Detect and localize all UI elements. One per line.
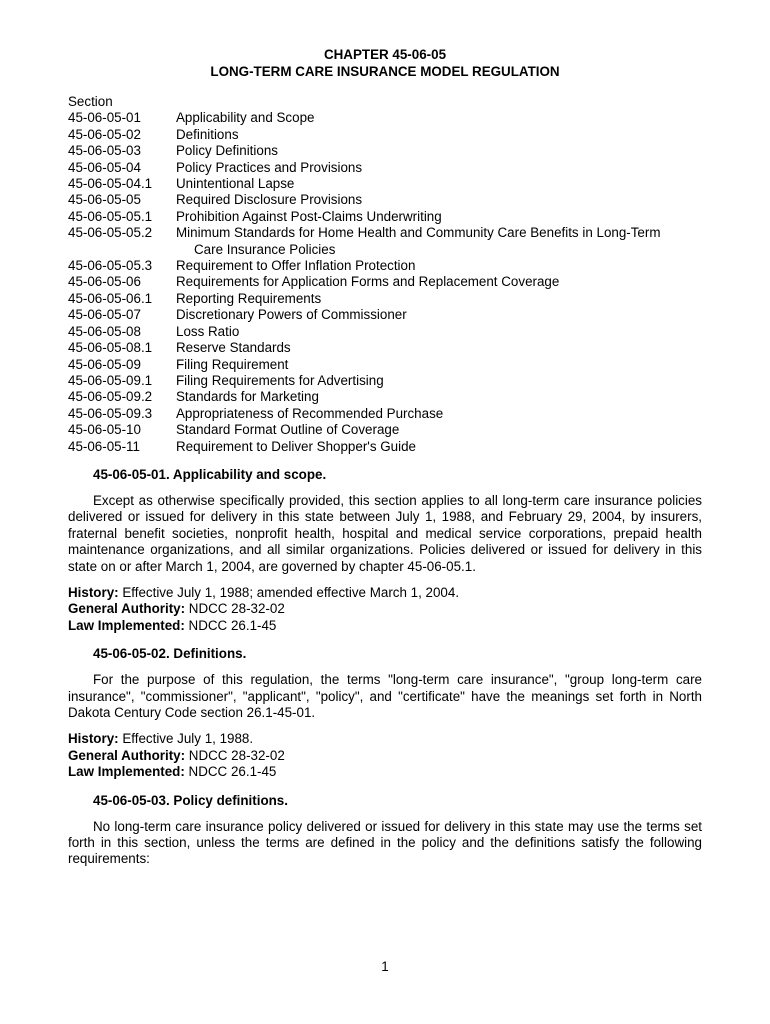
law-text: NDCC 26.1-45 — [184, 764, 277, 780]
toc-section-number: 45-06-05-07 — [68, 307, 141, 323]
toc-section-number: 45-06-05-06 — [68, 274, 141, 290]
toc-row — [68, 439, 702, 455]
toc-section-title — [176, 127, 702, 143]
toc-section-number: 45-06-05-05.1 — [68, 208, 153, 224]
authority-label: General Authority: — [68, 747, 186, 763]
toc-section-title — [176, 209, 702, 225]
authority-text: NDCC 28-32-02 — [185, 601, 285, 617]
toc-title-text: Definitions — [176, 126, 239, 142]
section-heading: 45-06-05-03. Policy definitions. — [93, 792, 288, 808]
law-label: Law Implemented: — [68, 764, 185, 780]
toc-title-text: Prohibition Against Post-Claims Underwriting — [176, 208, 442, 224]
toc-row — [68, 422, 702, 438]
authority-text: NDCC 28-32-02 — [185, 747, 285, 763]
toc-section-title — [176, 291, 702, 307]
toc-section-title — [176, 160, 702, 176]
toc-section-title — [176, 176, 702, 192]
toc-section-title — [176, 406, 702, 422]
toc-section-title — [176, 143, 702, 159]
toc-row — [68, 274, 702, 290]
toc-row — [68, 340, 702, 356]
toc-row — [68, 110, 702, 126]
chapter-title: CHAPTER 45-06-05 — [323, 47, 447, 62]
toc-row — [68, 307, 702, 323]
history-label: History: — [68, 731, 119, 747]
toc-title-text: Standards for Marketing — [176, 389, 319, 405]
toc-section-title — [176, 357, 702, 373]
toc-title-continuation: Care Insurance Policies — [194, 241, 336, 257]
toc-section-number: 45-06-05-08.1 — [68, 340, 153, 356]
toc-title-text: Minimum Standards for Home Health and Community Care Benefits in Long-Term — [176, 225, 661, 241]
toc-section-title — [176, 324, 702, 340]
toc-section-number: 45-06-05-09.3 — [68, 405, 153, 421]
toc-row — [68, 373, 702, 389]
toc-title-text: Discretionary Powers of Commissioner — [176, 307, 407, 323]
toc-section-title — [176, 340, 702, 356]
toc-title-text: Applicability and Scope — [176, 110, 315, 126]
toc-title-text: Standard Format Outline of Coverage — [176, 422, 400, 438]
section-body: Except as otherwise specifically provided, this section applies to all long-term care insurance policies delivered or issued for delivery in this state between July 1, 1988, and February 29, 2004, by insurers, fraternal benefit societies, nonprofit health, hospital and medical service corporations, prepaid health maintenance organizations, and all similar organizations. Policies delivered or issued for delivery in this state on or after March 1, 2004, are governed by chapter 45-06-05.1. — [68, 492, 702, 574]
history-text: Effective July 1, 1988. — [118, 731, 254, 747]
toc-section-number: 45-06-05-11 — [68, 438, 140, 454]
toc-section-number: 45-06-05-04.1 — [68, 176, 153, 192]
toc-title-text: Requirement to Deliver Shopper's Guide — [176, 438, 416, 454]
toc-section-number: 45-06-05-04 — [68, 159, 141, 175]
toc-row — [68, 357, 702, 373]
table-of-contents — [68, 94, 702, 455]
toc-row — [68, 258, 702, 274]
section-heading: 45-06-05-01. Applicability and scope. — [93, 466, 327, 482]
toc-row — [68, 324, 702, 340]
law-text: NDCC 26.1-45 — [184, 617, 277, 633]
toc-title-text: Policy Definitions — [176, 143, 278, 159]
toc-section-title — [176, 389, 702, 405]
toc-title-text: Requirements for Application Forms and Replacement Coverage — [176, 274, 560, 290]
toc-title-text: Required Disclosure Provisions — [176, 192, 363, 208]
law-label: Law Implemented: — [68, 617, 185, 633]
section-body: No long-term care insurance policy delivered or issued for delivery in this state may use the terms set forth in this section, unless the terms are defined in the policy and the definitions satisfy the following requirements: — [68, 818, 702, 867]
history-text: Effective July 1, 1988; amended effective March 1, 2004. — [118, 584, 460, 600]
toc-title-text: Requirement to Offer Inflation Protection — [176, 258, 416, 274]
history-label: History: — [68, 584, 119, 600]
toc-title-text: Filing Requirements for Advertising — [176, 372, 384, 388]
section-heading: 45-06-05-02. Definitions. — [93, 646, 247, 662]
section-history — [68, 731, 702, 780]
toc-section-title — [176, 110, 702, 126]
chapter-subtitle: LONG-TERM CARE INSURANCE MODEL REGULATION — [210, 64, 560, 79]
toc-section-number: 45-06-05-01 — [68, 110, 141, 126]
toc-row — [68, 209, 702, 225]
toc-title-text: Policy Practices and Provisions — [176, 159, 363, 175]
toc-title-text: Appropriateness of Recommended Purchase — [176, 405, 444, 421]
toc-section-title — [176, 439, 702, 455]
toc-section-title — [176, 258, 702, 274]
toc-row — [68, 225, 702, 258]
toc-title-text: Reserve Standards — [176, 340, 291, 356]
toc-section-number: 45-06-05-09.2 — [68, 389, 153, 405]
toc-row — [68, 176, 702, 192]
toc-section-number: 45-06-05-08 — [68, 323, 141, 339]
toc-section-number: 45-06-05-09.1 — [68, 372, 153, 388]
toc-row — [68, 192, 702, 208]
section-body: For the purpose of this regulation, the terms "long-term care insurance", "group long-term care insurance", "commissioner", "applicant", "policy", and "certificate" have the meanings set forth in North Dakota Century Code section 26.1-45-01. — [68, 672, 702, 720]
toc-section-title — [176, 373, 702, 389]
toc-section-title — [176, 307, 702, 323]
section-history — [68, 585, 702, 634]
toc-section-title — [176, 192, 702, 208]
toc-title-text: Loss Ratio — [176, 323, 240, 339]
toc-section-number: 45-06-05-06.1 — [68, 290, 153, 306]
toc-section-title — [176, 225, 702, 258]
toc-title-text: Reporting Requirements — [176, 290, 322, 306]
toc-section-title — [176, 274, 702, 290]
toc-row — [68, 143, 702, 159]
toc-row — [68, 127, 702, 143]
page-number: 1 — [381, 959, 389, 974]
toc-section-number: 45-06-05-02 — [68, 126, 141, 142]
toc-row — [68, 406, 702, 422]
authority-label: General Authority: — [68, 601, 186, 617]
toc-section-number: 45-06-05-03 — [68, 143, 141, 159]
toc-row — [68, 389, 702, 405]
toc-header: Section — [68, 94, 113, 109]
toc-row — [68, 291, 702, 307]
toc-section-number: 45-06-05-05.3 — [68, 258, 153, 274]
toc-section-number: 45-06-05-10 — [68, 422, 141, 438]
document-page — [68, 46, 702, 868]
toc-section-number: 45-06-05-09 — [68, 356, 141, 372]
toc-section-number: 45-06-05-05 — [68, 192, 141, 208]
toc-row — [68, 160, 702, 176]
toc-section-number: 45-06-05-05.2 — [68, 225, 153, 241]
toc-section-title — [176, 422, 702, 438]
toc-title-text: Unintentional Lapse — [176, 176, 295, 192]
toc-title-text: Filing Requirement — [176, 356, 289, 372]
